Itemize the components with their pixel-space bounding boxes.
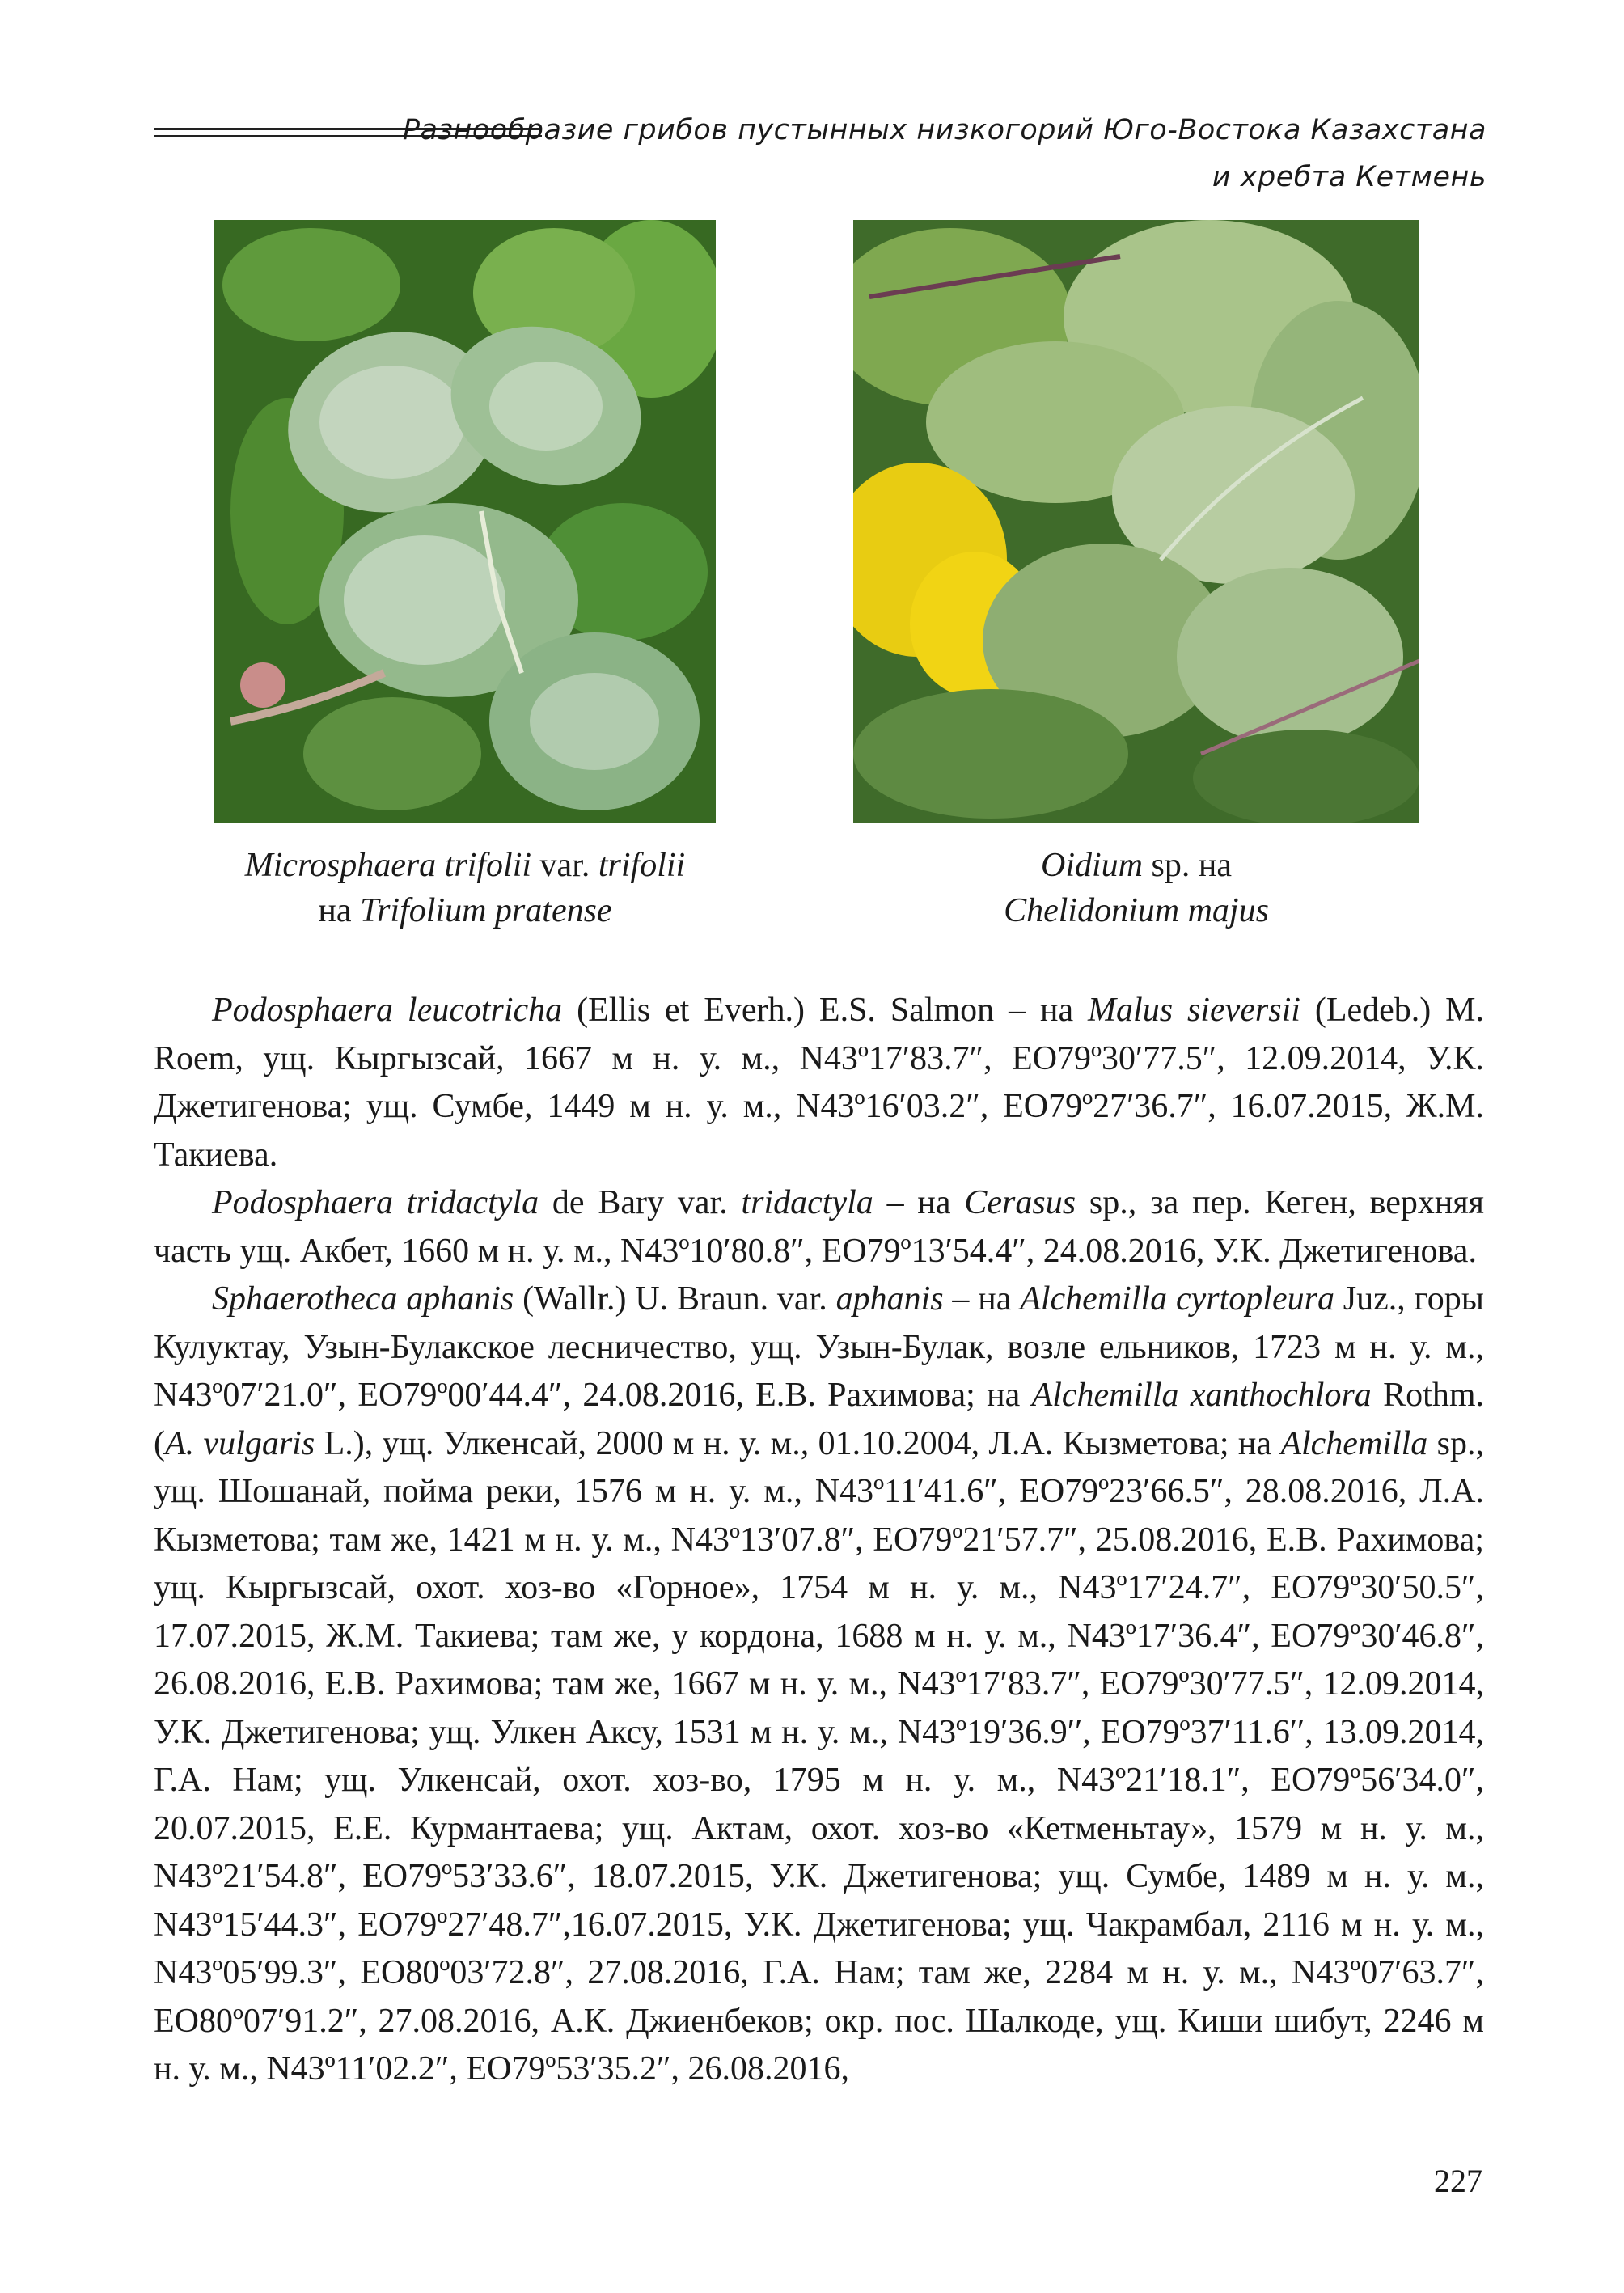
paragraph-podosphaera-tridactyla bbox=[154, 1179, 1484, 1276]
text-span: Juz., горы Кулуктау, Узын-Булакское лесничество, ущ. Узын-Булак, возле ельников, 1723 м н. у. м., N43º07′21.0″, EO79º00′44.4″, 24.08.2016, Е.В. Рахимова; на bbox=[154, 1280, 1485, 1414]
host-name: Malus sieversii bbox=[1088, 992, 1300, 1029]
variety-name: aphanis bbox=[835, 1280, 944, 1318]
text-span: de Bary var. bbox=[539, 1184, 742, 1221]
figure-2-genus: Oidium bbox=[1041, 847, 1144, 884]
text-span: (Ledeb.) M. Roem, ущ. Кыргызсай, 1667 м н. у. м., N43º17′83.7″, EO79º30′77.5″, 12.09.2014, У.К. Джетигенова; ущ. Сумбе, 1449 м н. у. м., N43º16′03.2″, EO79º27′36.7″, 16.07.2015, Ж.М. Такиева. bbox=[154, 992, 1485, 1174]
paragraph-sphaerotheca-aphanis bbox=[154, 1276, 1484, 2094]
text-span: sp., за пер. Кеген, верхняя часть ущ. Акбет, 1660 м н. у. м., N43º10′80.8″, EO79º13′54.4″, 24.08.2016, У.К. Джетигенова. bbox=[154, 1184, 1484, 1270]
page-number: 227 bbox=[1434, 2163, 1482, 2199]
figure-1-var: var. bbox=[531, 847, 598, 884]
figure-1-species: Microsphaera trifolii bbox=[244, 847, 532, 884]
body-text bbox=[154, 987, 1484, 2094]
taxon-name: Podosphaera tridactyla bbox=[212, 1184, 539, 1221]
figure-1-host: Trifolium pratense bbox=[360, 892, 612, 929]
running-header bbox=[403, 107, 1487, 201]
text-span: (Ellis et Everh.) E.S. Salmon – на bbox=[562, 992, 1089, 1029]
host-name: Alchemilla xanthochlora bbox=[1031, 1377, 1372, 1414]
figure-2-host: Chelidonium majus bbox=[1004, 892, 1269, 929]
figure-1-variety: trifolii bbox=[598, 847, 686, 884]
clover-leaf-photo bbox=[214, 220, 716, 823]
host-name: Alchemilla bbox=[1280, 1424, 1428, 1462]
paragraph-podosphaera-leucotricha bbox=[154, 987, 1484, 1179]
taxon-name: Podosphaera leucotricha bbox=[212, 992, 563, 1029]
figure-1-caption bbox=[202, 843, 728, 933]
variety-name: tridactyla bbox=[741, 1184, 873, 1221]
text-span: (Wallr.) U. Braun. var. bbox=[514, 1280, 836, 1318]
figure-1-on: на bbox=[318, 892, 361, 929]
text-span: – на bbox=[873, 1184, 965, 1221]
figure-2-caption bbox=[853, 843, 1419, 933]
host-name: Cerasus bbox=[964, 1184, 1076, 1221]
running-header-line-2: и хребта Кетмень bbox=[1212, 161, 1487, 193]
running-header-line-1: Разнообразие грибов пустынных низкогорий Юго-Востока Казахстана bbox=[402, 114, 1487, 146]
text-span: – на bbox=[943, 1280, 1021, 1318]
text-span: L.), ущ. Улкенсай, 2000 м н. у. м., 01.10.2004, Л.А. Кызметова; на bbox=[315, 1424, 1281, 1462]
text-span: sp., ущ. Шошанай, пойма реки, 1576 м н. у. м., N43º11′41.6″, EO79º23′66.5″, 28.08.2016, Л.А. Кызметова; там же, 1421 м н. у. м., N43º13′07.8″, EO79º21′57.7″, 25.08.2016, Е.В. Рахимова; ущ. Кыргызсай, охот. хоз-во «Горное», 1754 м н. у. м., N43º17′24.7″, EO79º30′50.5″, 17.07.2015, Ж.М. Такиева; там же, у кордона, 1688 м н. у. м., N43º17′36.4″, EO79º30′46.8″, 26.08.2016, Е.В. Рахимова; там же, 1667 м н. у. м., N43º17′83.7″, EO79º30′77.5″, 12.09.2014, У.К. Джетигенова; ущ. Улкен Аксу, 1531 м н. у. м., N43º19′36.9′′, EO79º37′11.6′′, 13.09.2014, Г.А. Нам; ущ. Улкенсай, охот. хоз-во, 1795 м н. у. м., N43º21′18.1″, EO79º56′34.0″, 20.07.2015, Е.Е. Курмантаева; ущ. Актам, охот. хоз-во «Кетменьтау», 1579 м н. у. м., N43º21′54.8″, EO79º53′33.6″, 18.07.2015, У.К. Джетигенова; ущ. Сумбе, 1489 м н. у. м., N43º15′44.3″, EO79º27′48.7″,16.07.2015, У.К. Джетигенова; ущ. Чакрамбал, 2116 м н. у. м., N43º05′99.3″, EO80º03′72.8″, 27.08.2016, Г.А. Нам; там же, 2284 м н. у. м., N43º07′63.7″, EO80º07′91.2″, 27.08.2016, А.К. Джиенбеков; окр. пос. Шалкоде, ущ. Киши шибут, 2246 м н. у. м., N43º11′02.2″, EO79º53′35.2″, 26.08.2016, bbox=[154, 1424, 1485, 2088]
figure-2-sp: sp. на bbox=[1143, 847, 1232, 884]
host-name: Alchemilla cyrtopleura bbox=[1020, 1280, 1334, 1318]
celandine-leaf-photo bbox=[853, 220, 1419, 823]
taxon-name: Sphaerotheca aphanis bbox=[212, 1280, 514, 1318]
synonym-name: A. vulgaris bbox=[165, 1424, 315, 1462]
text-span: Rothm. ( bbox=[154, 1377, 1484, 1462]
